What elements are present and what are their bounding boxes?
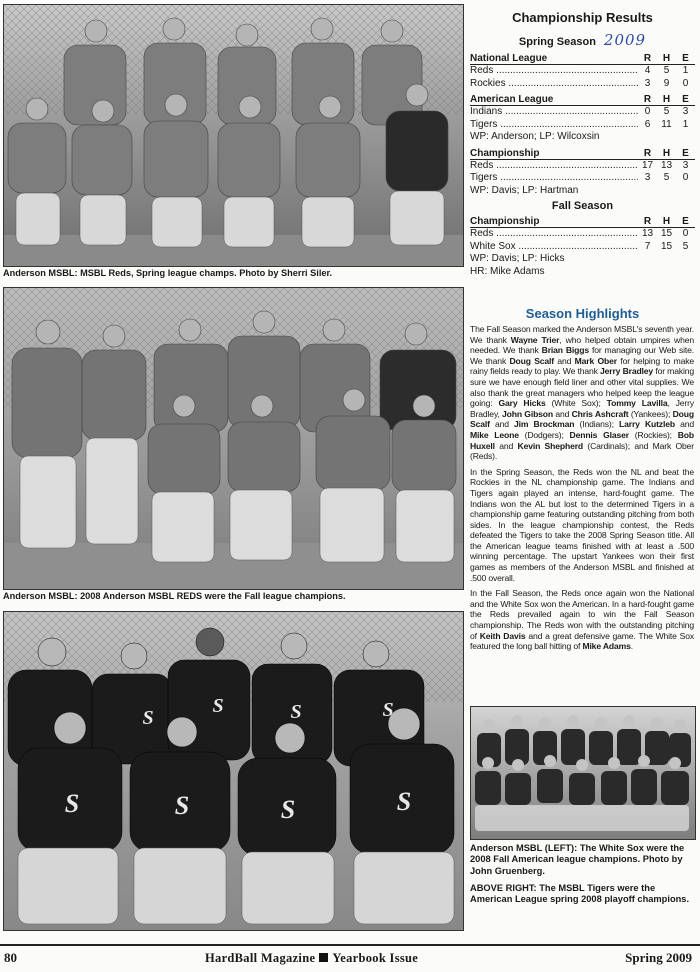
team-name: Tigers .....	[470, 119, 638, 132]
team-photo-reds-fall	[3, 287, 464, 590]
column-header: H	[662, 147, 671, 159]
results-title: Championship Results	[512, 10, 653, 25]
square-bullet-icon	[319, 953, 328, 962]
team-name: Reds .....	[470, 65, 638, 78]
box-note: WP: Anderson; LP: Wilcoxsin	[470, 131, 600, 142]
magazine-name: HardBall Magazine	[205, 951, 316, 965]
fall-box-score	[470, 216, 695, 278]
box-score	[470, 216, 695, 278]
stat-r: 3	[644, 77, 651, 89]
issue-name: Yearbook Issue	[332, 951, 419, 965]
stat-h: 15	[660, 228, 673, 239]
stat-h: 5	[663, 172, 670, 183]
spring-season-text: Spring Season	[518, 36, 596, 48]
white-sox-caption: Anderson MSBL (LEFT): The White Sox were the 2008 Fall American league champions. Photo by John Gruenberg.	[470, 843, 685, 876]
season-highlights-title: Season Highlights	[525, 306, 640, 321]
page-footer	[0, 944, 700, 972]
stat-e: 1	[682, 118, 689, 130]
team-name: Rockies .....	[470, 78, 638, 91]
tigers-caption: ABOVE RIGHT: The MSBL Tigers were the American League spring 2008 playoff champions.	[470, 882, 690, 905]
column-header: R	[643, 53, 652, 64]
article-paragraph: The Fall Season marked the Anderson MSBL's seventh year. We thank Wayne Trier, who helped obtain umpires when needed. We thank Brian Biggs for managing our Web site. We thank Doug Scalf and Mark Ober for helping to make rainy fields ready to play. We thank Jerry Bradley for making sure we have enough field liner and other vital supplies. We also thank the great managers who helped keep the league going: Gary Hicks (White Sox); Tommy Lavilla, Jerry Bradley, John Gibson and Chris Ashcraft (Yankees); Doug Scalf and Jim Brockman (Indians); Larry Kutzleb and Mike Leone (Dodgers); Dennis Glaser (Rockies); Bob Huxell and Kevin Shepherd (Cardinals); and Mark Ober (Reds).	[470, 324, 695, 462]
column-header: E	[682, 53, 689, 64]
box-score	[470, 94, 695, 144]
svg-text:S: S	[280, 795, 296, 824]
box-header-title: American League	[470, 94, 554, 105]
photo-caption: Anderson MSBL: MSBL Reds, Spring league champs. Photo by Sherri Siler.	[3, 268, 333, 278]
box-row	[470, 106, 695, 119]
magazine-title	[205, 951, 418, 966]
stat-e: 3	[682, 159, 689, 171]
stat-r: 0	[644, 106, 651, 117]
stat-e: 0	[682, 172, 689, 183]
box-score	[470, 53, 695, 90]
team-name: Reds .....	[470, 228, 638, 241]
stat-h: 11	[661, 118, 672, 130]
column-header: H	[662, 53, 671, 64]
edition-label: Spring 2009	[625, 950, 692, 965]
box-header	[470, 53, 695, 65]
box-note: WP: Davis; LP: Hicks	[470, 253, 565, 264]
stat-h: 5	[663, 106, 670, 117]
box-header-title: Championship	[470, 216, 540, 227]
stat-e: 0	[682, 77, 689, 89]
box-row	[470, 172, 695, 185]
team-name: Indians .....	[470, 106, 638, 119]
column-header: R	[643, 216, 652, 227]
box-score	[470, 148, 695, 198]
column-header: H	[662, 94, 671, 105]
column-header: E	[682, 147, 689, 159]
box-note: WP: Davis; LP: Hartman	[470, 184, 579, 196]
svg-text:S: S	[174, 791, 190, 820]
svg-text:S: S	[142, 707, 154, 729]
championship-results	[470, 4, 695, 278]
team-name: White Sox .....	[470, 241, 638, 254]
stat-h: 13	[660, 159, 673, 171]
right-captions	[470, 843, 694, 911]
column-header: R	[643, 94, 652, 105]
box-row	[470, 65, 695, 78]
svg-text:S: S	[212, 695, 224, 717]
stat-r: 4	[644, 65, 651, 76]
photo-caption: Anderson MSBL: 2008 Anderson MSBL REDS were the Fall league champions.	[3, 591, 346, 601]
stat-r: 3	[644, 172, 651, 183]
box-header	[470, 148, 695, 160]
stat-h: 15	[660, 240, 673, 252]
team-photo-reds-spring	[3, 4, 464, 267]
column-header: H	[662, 216, 671, 227]
box-scores	[470, 53, 695, 197]
stat-r: 13	[641, 228, 654, 239]
team-photo-white-sox	[3, 611, 464, 931]
box-header-title: National League	[470, 53, 548, 64]
stat-e: 1	[682, 65, 689, 76]
handwritten-year: 2009	[603, 31, 647, 49]
box-row	[470, 119, 695, 132]
box-header	[470, 216, 695, 228]
team-name: Reds .....	[470, 160, 638, 173]
column-header: E	[682, 216, 689, 227]
stat-r: 17	[641, 159, 654, 171]
fall-season-label: Fall Season	[551, 200, 614, 212]
team-photo-tigers	[470, 706, 696, 840]
stat-r: 7	[644, 240, 651, 252]
svg-text:S: S	[396, 787, 412, 816]
box-header	[470, 94, 695, 106]
stat-r: 6	[644, 118, 651, 130]
stat-h: 5	[663, 65, 670, 76]
stat-h: 9	[663, 77, 670, 89]
stat-e: 3	[682, 106, 689, 117]
column-header: E	[682, 94, 689, 105]
box-row	[470, 160, 695, 173]
stat-e: 0	[682, 228, 689, 239]
svg-text:S: S	[290, 701, 302, 723]
box-note: HR: Mike Adams	[470, 265, 545, 277]
spring-season-label	[470, 31, 695, 49]
season-highlights-article	[470, 324, 694, 657]
box-row	[470, 241, 695, 254]
box-header-title: Championship	[470, 147, 540, 159]
stat-e: 5	[682, 240, 689, 252]
column-header: R	[643, 147, 652, 159]
team-name: Tigers .....	[470, 172, 638, 185]
article-paragraph: In the Fall Season, the Reds once again won the National and the White Sox won the American. In a hard-fought game the Reds prevailed again to win the Fall Season championship. The Reds won with the outstanding pitching of Keith Davis and a great defensive game. The White Sox featured the long ball hitting of Mike Adams.	[470, 588, 695, 652]
article-paragraph: In the Spring Season, the Reds won the NL and beat the Rockies in the NL championship game. The Indians and Tigers again played an intense, hard-fought game. The Indians won the AL but lost to the determined Tigers in a championship game featuring outstanding pitching from both sides. In the league championship contest, the Reds defeated the Tigers to take the 2008 Spring Season title. All the American league teams finished with at least a .500 winning percentage. The upstart Yankees won their first games as members of the Anderson MSBL and finished at .500 overall.	[470, 466, 694, 583]
svg-text:S: S	[64, 789, 80, 818]
page-number: 80	[4, 950, 17, 965]
box-row	[470, 78, 695, 91]
box-row	[470, 228, 695, 241]
svg-text:S: S	[382, 699, 394, 721]
